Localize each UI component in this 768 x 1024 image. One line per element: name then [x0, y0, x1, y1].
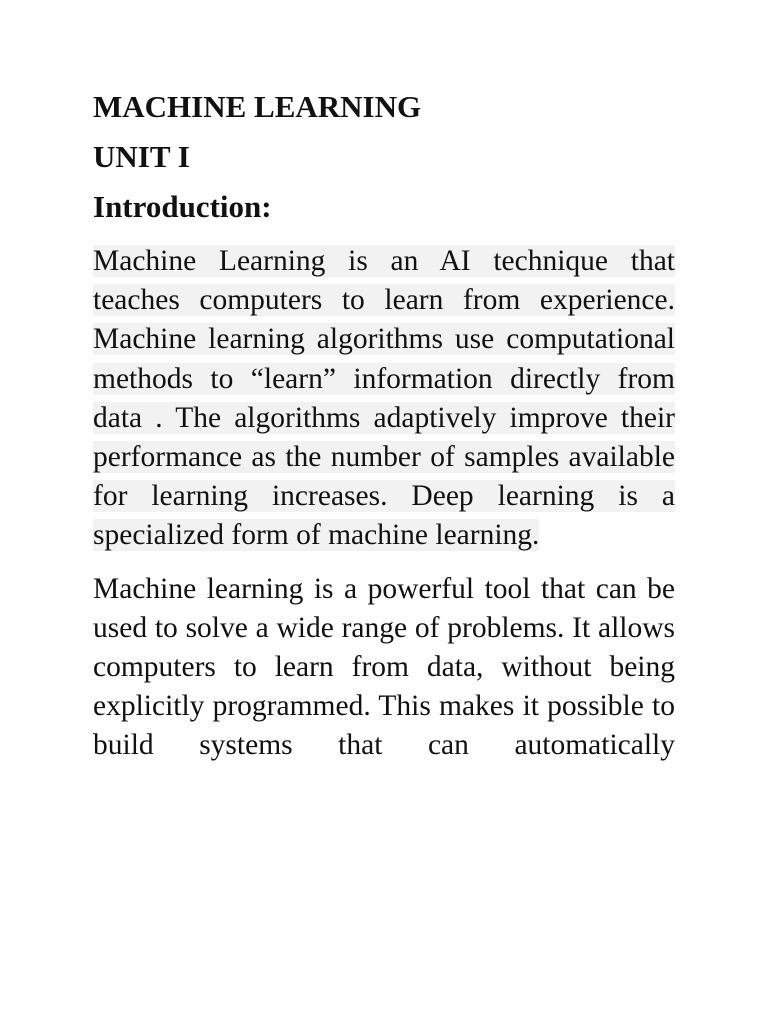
highlighted-text: Machine Learning is an AI technique that teaches computers to learn from experience. Machine learning algorithms use computational methods to “learn” information directly from data . The algorithms adaptively improve their performance as the number of samples available for learning increases. Deep learning is a specialized form of machine learning.: [93, 245, 675, 552]
unit-heading: UNIT I: [93, 139, 190, 174]
document-page: [93, 88, 675, 766]
section-heading: Introduction:: [93, 189, 272, 224]
body-paragraph: Machine learning is a powerful tool that can be used to solve a wide range of problems. It allows computers to learn from data, without being explicitly programmed. This makes it possible to build systems that can automatically: [93, 572, 675, 762]
document-title: MACHINE LEARNING: [93, 89, 422, 124]
intro-paragraph: [93, 242, 675, 556]
